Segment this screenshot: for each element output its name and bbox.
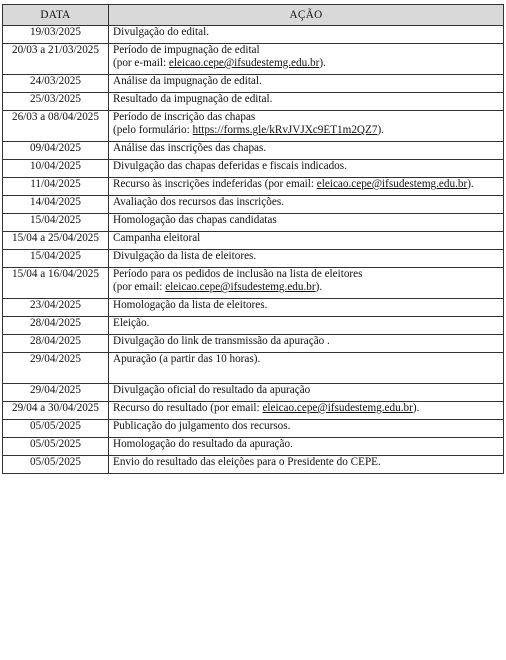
row-date: 29/04 a 30/04/2025 [3,402,109,420]
action-text-prefix: Recurso do resultado (por email: [113,402,263,414]
table-row [3,44,504,75]
header-date: DATA [3,5,109,26]
row-date: 28/04/2025 [3,317,109,335]
table-row [3,299,504,317]
row-action: Divulgação do link de transmissão da apuração . [109,335,504,353]
row-date: 26/03 a 08/04/2025 [3,111,109,142]
table-row [3,214,504,232]
row-date: 20/03 a 21/03/2025 [3,44,109,75]
action-text-suffix: ). [467,178,474,190]
row-date: 05/05/2025 [3,420,109,438]
row-action [109,268,504,299]
row-action: Análise das inscrições das chapas. [109,142,504,160]
table-row [3,456,504,474]
row-action: Homologação do resultado da apuração. [109,438,504,456]
row-action: Resultado da impugnação de edital. [109,93,504,111]
action-text: Período para os pedidos de inclusão na lista de eleitores [113,268,363,280]
row-action: Homologação da lista de eleitores. [109,299,504,317]
election-schedule-table [2,4,504,474]
row-date: 15/04/2025 [3,214,109,232]
row-action: Campanha eleitoral [109,232,504,250]
table-row [3,317,504,335]
email-link[interactable]: eleicao.cepe@ifsudestemg.edu.br [168,57,320,69]
table-row [3,111,504,142]
table-row [3,268,504,299]
row-action: Análise da impugnação de edital. [109,75,504,93]
row-action: Eleição. [109,317,504,335]
row-date: 28/04/2025 [3,335,109,353]
row-action [109,178,504,196]
table-row [3,353,504,384]
action-text-suffix: ). [377,124,384,136]
row-action [109,111,504,142]
row-date: 15/04 a 25/04/2025 [3,232,109,250]
row-date: 09/04/2025 [3,142,109,160]
row-action: Divulgação oficial do resultado da apuração [109,384,504,402]
action-text-prefix: (por email: [113,281,166,293]
row-date: 29/04/2025 [3,353,109,384]
row-action: Avaliação dos recursos das inscrições. [109,196,504,214]
email-link[interactable]: eleicao.cepe@ifsudestemg.edu.br [316,178,468,190]
table-row [3,420,504,438]
table-row [3,196,504,214]
row-action: Apuração (a partir das 10 horas). [109,353,504,384]
row-action: Homologação das chapas candidatas [109,214,504,232]
row-date: 10/04/2025 [3,160,109,178]
row-date: 23/04/2025 [3,299,109,317]
action-text-prefix: Recurso às inscrições indeferidas (por email: [113,178,317,190]
row-date: 15/04/2025 [3,250,109,268]
table-row [3,178,504,196]
table-row [3,93,504,111]
row-date: 25/03/2025 [3,93,109,111]
row-action: Divulgação das chapas deferidas e fiscais indicados. [109,160,504,178]
row-date: 14/04/2025 [3,196,109,214]
row-date: 24/03/2025 [3,75,109,93]
email-link[interactable]: eleicao.cepe@ifsudestemg.edu.br [165,281,316,293]
table-row [3,335,504,353]
row-date: 05/05/2025 [3,456,109,474]
row-date: 05/05/2025 [3,438,109,456]
table-row [3,26,504,44]
action-text: Período de impugnação de edital [113,44,260,56]
row-date: 19/03/2025 [3,26,109,44]
row-action: Divulgação da lista de eleitores. [109,250,504,268]
form-link[interactable]: https://forms.gle/kRvJVJXc9ET1m2QZ7 [192,124,378,136]
action-text-prefix: (pelo formulário: [113,124,193,136]
table-row [3,384,504,402]
row-action [109,402,504,420]
action-text-suffix: ). [412,402,420,414]
email-link[interactable]: eleicao.cepe@ifsudestemg.edu.br [262,402,413,414]
table-row [3,142,504,160]
action-text-suffix: ). [319,57,326,69]
row-action: Publicação do julgamento dos recursos. [109,420,504,438]
table-row [3,160,504,178]
row-date: 15/04 a 16/04/2025 [3,268,109,299]
table-header-row [3,5,504,26]
row-action: Envio do resultado das eleições para o Presidente do CEPE. [109,456,504,474]
row-date: 11/04/2025 [3,178,109,196]
action-text: Período de inscrição das chapas [113,111,256,123]
row-date: 29/04/2025 [3,384,109,402]
header-action: AÇÃO [109,5,504,26]
row-action: Divulgação do edital. [109,26,504,44]
table-row [3,438,504,456]
table-row [3,232,504,250]
table-row [3,402,504,420]
row-action [109,44,504,75]
action-text-prefix: (por e-mail: [113,57,169,69]
table-row [3,75,504,93]
table-row [3,250,504,268]
action-text-suffix: ). [315,281,323,293]
